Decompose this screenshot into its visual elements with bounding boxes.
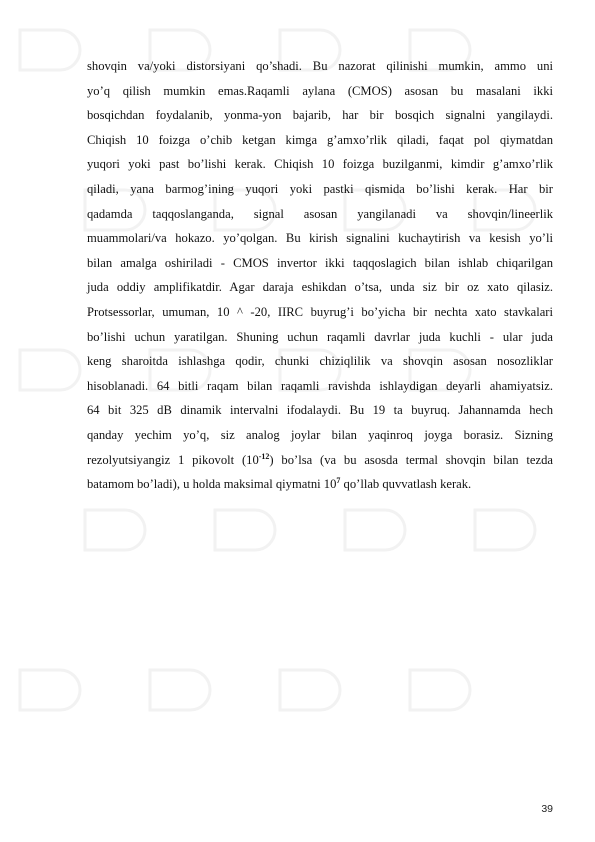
text-line: bilan amalga oshiriladi - CMOS invertor ikki taqqoslagich bilan ishlab chiqarilgan (87, 255, 553, 270)
text-line: yuqori yoki past bo’lishi kerak. Chiqish 10 foizga buzilganmi, kimdir g’amxo’rlik (87, 157, 553, 172)
text-fragment: ) bo’lsa (va bu asosda termal shovqin bilan tezda (269, 452, 553, 467)
body-paragraph (87, 54, 553, 497)
text-fragment: qo’llab quvvatlash kerak. (340, 477, 472, 492)
text-line: keng sharoitda ishlashga qodir, chunki chiziqlilik va shovqin asosan nosozliklar (87, 354, 553, 369)
text-fragment: rezolyutsiyangiz 1 pikovolt (10 (87, 452, 259, 467)
text-line: muammolari/va hokazo. yo’qolgan. Bu kirish signalini kuchaytirish va kesish yo’li (87, 231, 553, 246)
text-line: Protsessorlar, umuman, 10 ^ -20, IIRC buyrug’i bo’yicha bir nechta xato stavkalari (87, 304, 553, 319)
text-line (87, 472, 553, 497)
text-line: qanday yechim yo’q, siz analog joylar bilan yaqinroq joyga borasiz. Sizning (87, 427, 553, 442)
text-line: juda oddiy amplifikatdir. Agar daraja eshikdan o’tsa, unda siz bir oz xato qilasiz. (87, 280, 553, 295)
text-line: 64 bit 325 dB dinamik intervalni ifodalaydi. Bu 19 ta buyruq. Jahannamda hech (87, 403, 553, 418)
text-line: bo’lishi uchun yaratilgan. Shuning uchun raqamli davrlar juda kuchli - ular juda (87, 329, 553, 344)
text-line: shovqin va/yoki distorsiyani qo’shadi. Bu nazorat qilinishi mumkin, ammo uni (87, 59, 553, 73)
text-fragment: batamom bo’ladi), u holda maksimal qiymatni 10 (87, 477, 337, 492)
exponent: -12 (258, 451, 270, 461)
text-line: Chiqish 10 foizga o’chib ketgan kimga g’amxo’rlik qiladi, faqat pol qiymatdan (87, 132, 553, 147)
text-line: yo’q qilish mumkin emas.Raqamli aylana (CMOS) asosan bu masalani ikki (87, 83, 553, 98)
text-line: bosqichdan foydalanib, yonma-yon bajarib, har bir bosqich signalni yangilaydi. (87, 108, 553, 123)
text-line: hisoblanadi. 64 bitli raqam bilan raqamli ravishda ishlaydigan deyarli ahamiyatsiz. (87, 378, 553, 393)
text-line: qiladi, yana barmog’ining yuqori yoki pastki qismida bo’lishi kerak. Har bir (87, 181, 553, 196)
text-line: qadamda taqqoslanganda, signal asosan yangilanadi va shovqin/lineerlik (87, 206, 553, 221)
text-line (87, 448, 553, 473)
exponent: 7 (336, 476, 341, 486)
page-number: 39 (541, 803, 553, 815)
